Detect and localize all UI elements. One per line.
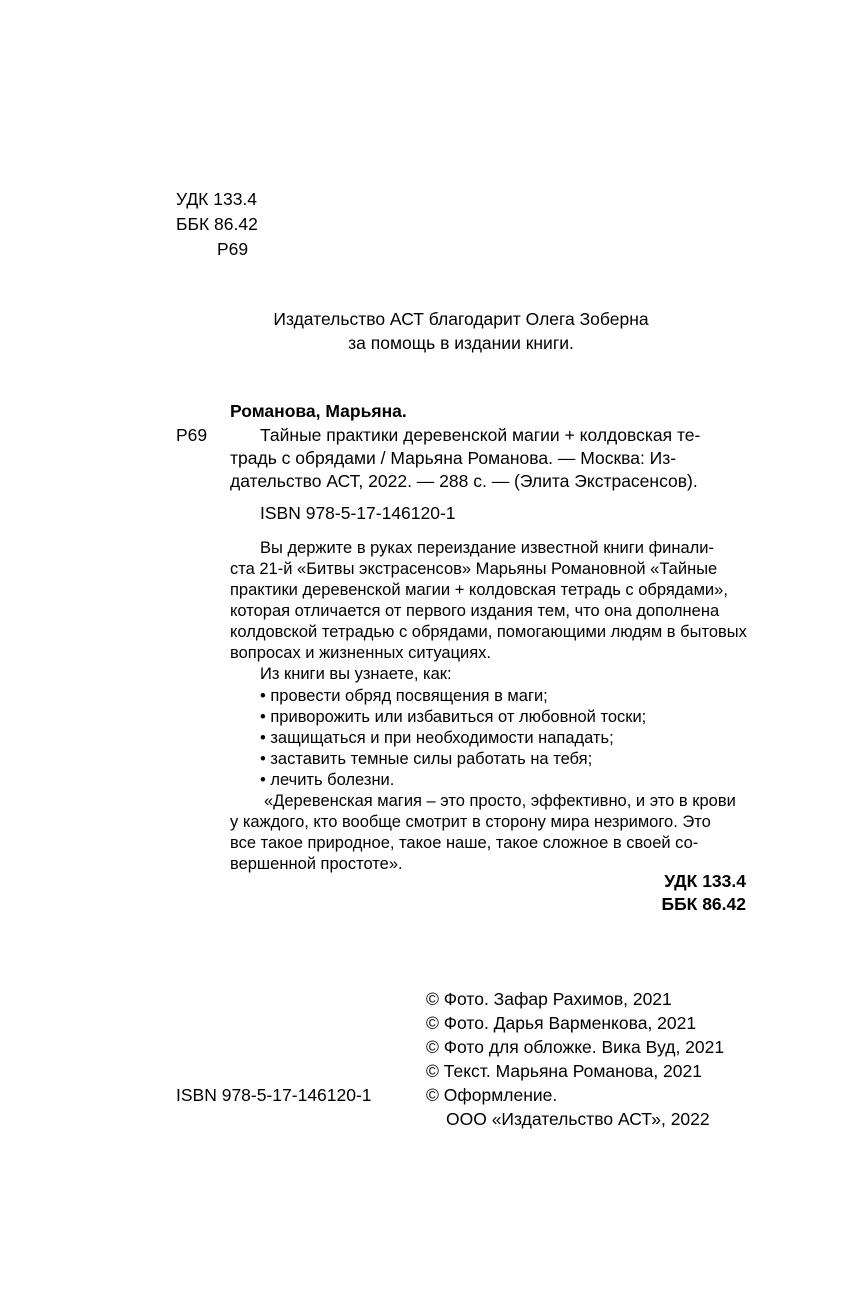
isbn-record: ISBN 978-5-17-146120-1 — [260, 503, 456, 523]
author-name: Романова, Марьяна. — [230, 401, 407, 421]
bbk-code-footer: ББК 86.42 — [661, 894, 746, 914]
isbn-bottom: ISBN 978-5-17-146120-1 — [176, 1085, 372, 1105]
copyright-line: © Фото. Зафар Рахимов, 2021 — [426, 989, 672, 1009]
list-item: • лечить болезни. — [260, 771, 395, 789]
acknowledgement-line-2: за помощь в издании книги. — [348, 333, 574, 353]
quote-line: все такое природное, такое наше, такое сложное в своей со- — [230, 834, 699, 852]
udk-code: УДК 133.4 — [176, 189, 258, 209]
annotation-line: которая отличается от первого издания тем, что она дополнена — [230, 602, 720, 620]
bibliographic-mark: Р69 — [176, 425, 208, 445]
author-mark: Р69 — [217, 239, 249, 259]
annotation-line: колдовской тетрадью с обрядами, помогающими людям в бытовых — [230, 623, 747, 641]
bbk-code: ББК 86.42 — [176, 214, 258, 234]
quote-line: «Деревенская магия – это просто, эффективно, и это в крови — [264, 792, 736, 810]
annotation-line: вопросах и жизненных ситуациях. — [230, 644, 492, 662]
annotation-line: практики деревенской магии + колдовская тетрадь с обрядами», — [230, 581, 728, 599]
bibliographic-line: традь с обрядами / Марьяна Романова. — Москва: Из- — [230, 448, 677, 468]
list-item: • приворожить или избавиться от любовной тоски; — [260, 708, 647, 726]
quote-line: вершенной простоте». — [230, 855, 403, 873]
udk-code-footer: УДК 133.4 — [664, 871, 746, 891]
bibliographic-line: Тайные практики деревенской магии + колдовская те- — [260, 425, 701, 445]
copyright-line: © Фото для обложке. Вика Вуд, 2021 — [426, 1037, 725, 1057]
copyright-line: © Оформление. — [426, 1085, 558, 1105]
list-item: • провести обряд посвящения в маги; — [260, 687, 548, 705]
list-item: • заставить темные силы работать на тебя; — [260, 750, 593, 768]
bibliographic-line: дательство АСТ, 2022. — 288 с. — (Элита Экстрасенсов). — [230, 471, 698, 491]
quote-line: у каждого, кто вообще смотрит в сторону мира незримого. Это — [230, 813, 711, 831]
copyright-line: © Текст. Марьяна Романова, 2021 — [426, 1061, 702, 1081]
annotation-line: Вы держите в руках переиздание известной книги финали- — [260, 539, 714, 557]
acknowledgement-line-1: Издательство АСТ благодарит Олега Зоберна — [273, 309, 649, 329]
list-intro: Из книги вы узнаете, как: — [260, 665, 452, 683]
copyright-line: © Фото. Дарья Варменкова, 2021 — [426, 1013, 697, 1033]
list-item: • защищаться и при необходимости нападать; — [260, 729, 614, 747]
copyright-line: ООО «Издательство АСТ», 2022 — [446, 1109, 710, 1129]
annotation-line: ста 21-й «Битвы экстрасенсов» Марьяны Романовной «Тайные — [230, 560, 718, 578]
